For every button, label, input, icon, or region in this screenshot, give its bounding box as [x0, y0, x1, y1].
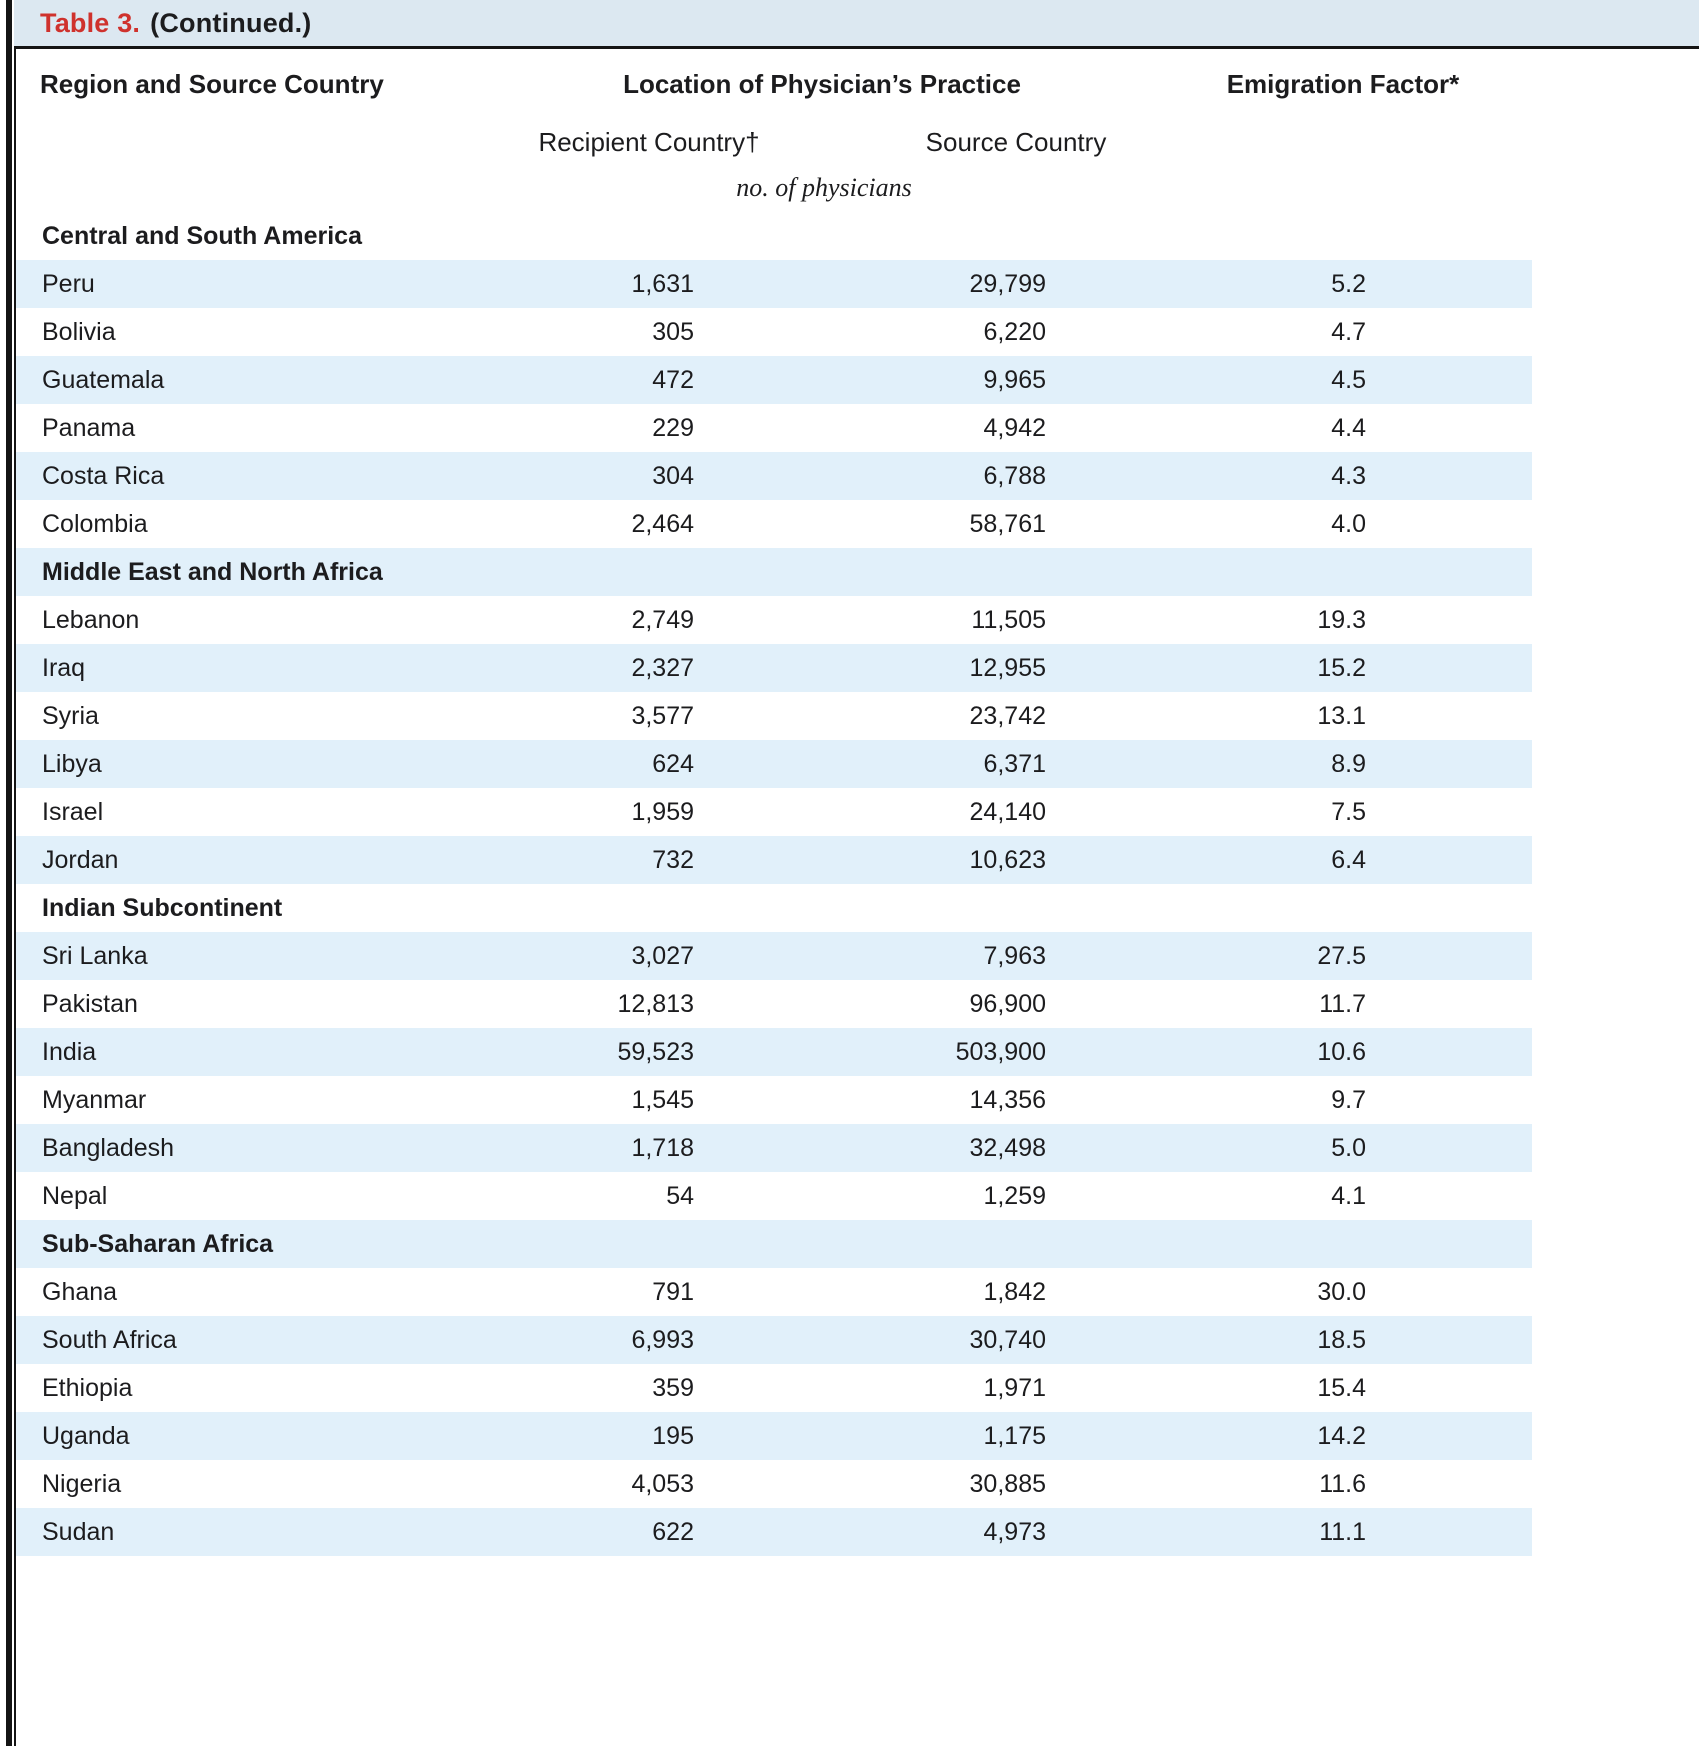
section-title: Central and South America — [42, 221, 362, 250]
recipient-cell: 3,027 — [631, 941, 694, 970]
country-cell: India — [42, 1037, 97, 1066]
table-row — [16, 1076, 1532, 1124]
recipient-cell: 359 — [652, 1373, 694, 1402]
table-row — [16, 1508, 1532, 1556]
section-title: Indian Subcontinent — [42, 893, 283, 922]
table-row — [16, 260, 1532, 308]
section-row — [16, 884, 1532, 932]
section-row — [16, 1220, 1532, 1268]
country-cell: Costa Rica — [42, 461, 165, 490]
country-cell: Myanmar — [42, 1085, 147, 1114]
factor-cell: 4.3 — [1331, 461, 1366, 490]
recipient-cell: 2,749 — [631, 605, 694, 634]
recipient-cell: 791 — [652, 1277, 694, 1306]
country-cell: Colombia — [42, 509, 148, 538]
factor-cell: 4.7 — [1331, 317, 1366, 346]
country-cell: Panama — [42, 413, 136, 442]
table-row — [16, 788, 1532, 836]
table-row — [16, 644, 1532, 692]
table-row — [16, 740, 1532, 788]
section-title: Middle East and North Africa — [42, 557, 383, 586]
factor-cell: 11.6 — [1319, 1469, 1366, 1498]
factor-cell: 13.1 — [1317, 701, 1366, 730]
country-cell: Nepal — [42, 1181, 108, 1210]
factor-cell: 9.7 — [1331, 1085, 1366, 1114]
table-title-bar — [14, 0, 1699, 49]
factor-cell: 19.3 — [1317, 605, 1366, 634]
source-cell: 30,885 — [969, 1469, 1046, 1498]
header-location-of-practice: Location of Physician’s Practice — [623, 69, 1021, 99]
table-row — [16, 596, 1532, 644]
country-cell: Bolivia — [42, 317, 116, 346]
country-cell: Ghana — [42, 1277, 118, 1306]
table-row — [16, 1364, 1532, 1412]
recipient-cell: 1,545 — [631, 1085, 694, 1114]
factor-cell: 6.4 — [1331, 845, 1366, 874]
factor-cell: 27.5 — [1317, 941, 1366, 970]
recipient-cell: 1,631 — [631, 269, 694, 298]
table-row — [16, 1028, 1532, 1076]
header-unit-note: no. of physicians — [736, 173, 912, 202]
table-row — [16, 692, 1532, 740]
header-recipient-country: Recipient Country† — [538, 127, 760, 157]
recipient-cell: 195 — [652, 1421, 694, 1450]
source-cell: 11,505 — [971, 605, 1046, 634]
factor-cell: 15.2 — [1317, 653, 1366, 682]
table-row — [16, 980, 1532, 1028]
table-row — [16, 308, 1532, 356]
country-cell: Iraq — [42, 653, 86, 682]
source-cell: 1,971 — [983, 1373, 1046, 1402]
recipient-cell: 3,577 — [631, 701, 694, 730]
table-row — [16, 836, 1532, 884]
country-cell: Nigeria — [42, 1469, 122, 1498]
header-emigration-factor: Emigration Factor* — [1226, 69, 1460, 99]
source-cell: 96,900 — [969, 989, 1046, 1018]
recipient-cell: 472 — [652, 365, 694, 394]
recipient-cell: 622 — [652, 1517, 694, 1546]
factor-cell: 7.5 — [1331, 797, 1366, 826]
source-cell: 29,799 — [969, 269, 1046, 298]
table-row — [16, 1124, 1532, 1172]
source-cell: 14,356 — [969, 1085, 1046, 1114]
factor-cell: 11.1 — [1319, 1517, 1366, 1546]
recipient-cell: 732 — [652, 845, 694, 874]
source-cell: 503,900 — [955, 1037, 1046, 1066]
source-cell: 1,259 — [983, 1181, 1046, 1210]
header-region-source-country: Region and Source Country — [40, 69, 384, 99]
recipient-cell: 4,053 — [631, 1469, 694, 1498]
table-row — [16, 1412, 1532, 1460]
table-continued-label: (Continued.) — [150, 7, 312, 38]
source-cell: 1,175 — [983, 1421, 1046, 1450]
country-cell: Libya — [42, 749, 102, 778]
country-cell: South Africa — [42, 1325, 177, 1354]
factor-cell: 5.2 — [1331, 269, 1366, 298]
table-row — [16, 500, 1532, 548]
source-cell: 10,623 — [969, 845, 1046, 874]
recipient-cell: 2,464 — [631, 509, 694, 538]
source-cell: 32,498 — [969, 1133, 1046, 1162]
table-row — [16, 404, 1532, 452]
country-cell: Sudan — [42, 1517, 115, 1546]
source-cell: 6,371 — [983, 749, 1046, 778]
source-cell: 4,973 — [983, 1517, 1046, 1546]
section-title: Sub-Saharan Africa — [42, 1229, 274, 1258]
table-row — [16, 932, 1532, 980]
recipient-cell: 304 — [652, 461, 694, 490]
factor-cell: 18.5 — [1317, 1325, 1366, 1354]
recipient-cell: 12,813 — [617, 989, 694, 1018]
source-cell: 12,955 — [969, 653, 1046, 682]
country-cell: Syria — [42, 701, 99, 730]
factor-cell: 8.9 — [1331, 749, 1366, 778]
table-row — [16, 1268, 1532, 1316]
country-cell: Peru — [42, 269, 95, 298]
table-row — [16, 1316, 1532, 1364]
recipient-cell: 624 — [652, 749, 694, 778]
source-cell: 6,788 — [983, 461, 1046, 490]
recipient-cell: 54 — [666, 1181, 694, 1210]
section-row — [16, 548, 1532, 596]
factor-cell: 4.4 — [1331, 413, 1366, 442]
factor-cell: 15.4 — [1317, 1373, 1366, 1402]
recipient-cell: 6,993 — [631, 1325, 694, 1354]
recipient-cell: 305 — [652, 317, 694, 346]
table-body — [16, 212, 1699, 1556]
country-cell: Lebanon — [42, 605, 140, 634]
factor-cell: 4.5 — [1331, 365, 1366, 394]
factor-cell: 5.0 — [1331, 1133, 1366, 1162]
recipient-cell: 2,327 — [631, 653, 694, 682]
table-number-label: Table 3. — [40, 7, 141, 38]
source-cell: 30,740 — [969, 1325, 1046, 1354]
factor-cell: 10.6 — [1317, 1037, 1366, 1066]
country-cell: Israel — [42, 797, 104, 826]
source-cell: 24,140 — [969, 797, 1046, 826]
table-header — [16, 49, 1699, 212]
source-cell: 1,842 — [983, 1277, 1046, 1306]
factor-cell: 14.2 — [1317, 1421, 1366, 1450]
header-source-country: Source Country — [925, 127, 1107, 157]
table-row — [16, 452, 1532, 500]
country-cell: Uganda — [42, 1421, 130, 1450]
recipient-cell: 59,523 — [617, 1037, 694, 1066]
source-cell: 4,942 — [983, 413, 1046, 442]
country-cell: Ethiopia — [42, 1373, 133, 1402]
section-row — [16, 212, 1532, 260]
factor-cell: 30.0 — [1317, 1277, 1366, 1306]
factor-cell: 4.1 — [1331, 1181, 1366, 1210]
country-cell: Pakistan — [42, 989, 138, 1018]
source-cell: 23,742 — [969, 701, 1046, 730]
left-heavy-rule — [6, 0, 12, 1746]
table-row — [16, 1172, 1532, 1220]
factor-cell: 4.0 — [1331, 509, 1366, 538]
table-row — [16, 356, 1532, 404]
factor-cell: 11.7 — [1319, 989, 1366, 1018]
recipient-cell: 1,959 — [631, 797, 694, 826]
country-cell: Sri Lanka — [42, 941, 148, 970]
source-cell: 58,761 — [969, 509, 1046, 538]
table-row — [16, 1460, 1532, 1508]
source-cell: 6,220 — [983, 317, 1046, 346]
country-cell: Guatemala — [42, 365, 165, 394]
recipient-cell: 229 — [652, 413, 694, 442]
country-cell: Bangladesh — [42, 1133, 175, 1162]
recipient-cell: 1,718 — [631, 1133, 694, 1162]
table-content — [14, 0, 1699, 1746]
table-area — [14, 49, 1699, 1746]
source-cell: 7,963 — [983, 941, 1046, 970]
source-cell: 9,965 — [983, 365, 1046, 394]
country-cell: Jordan — [42, 845, 119, 874]
